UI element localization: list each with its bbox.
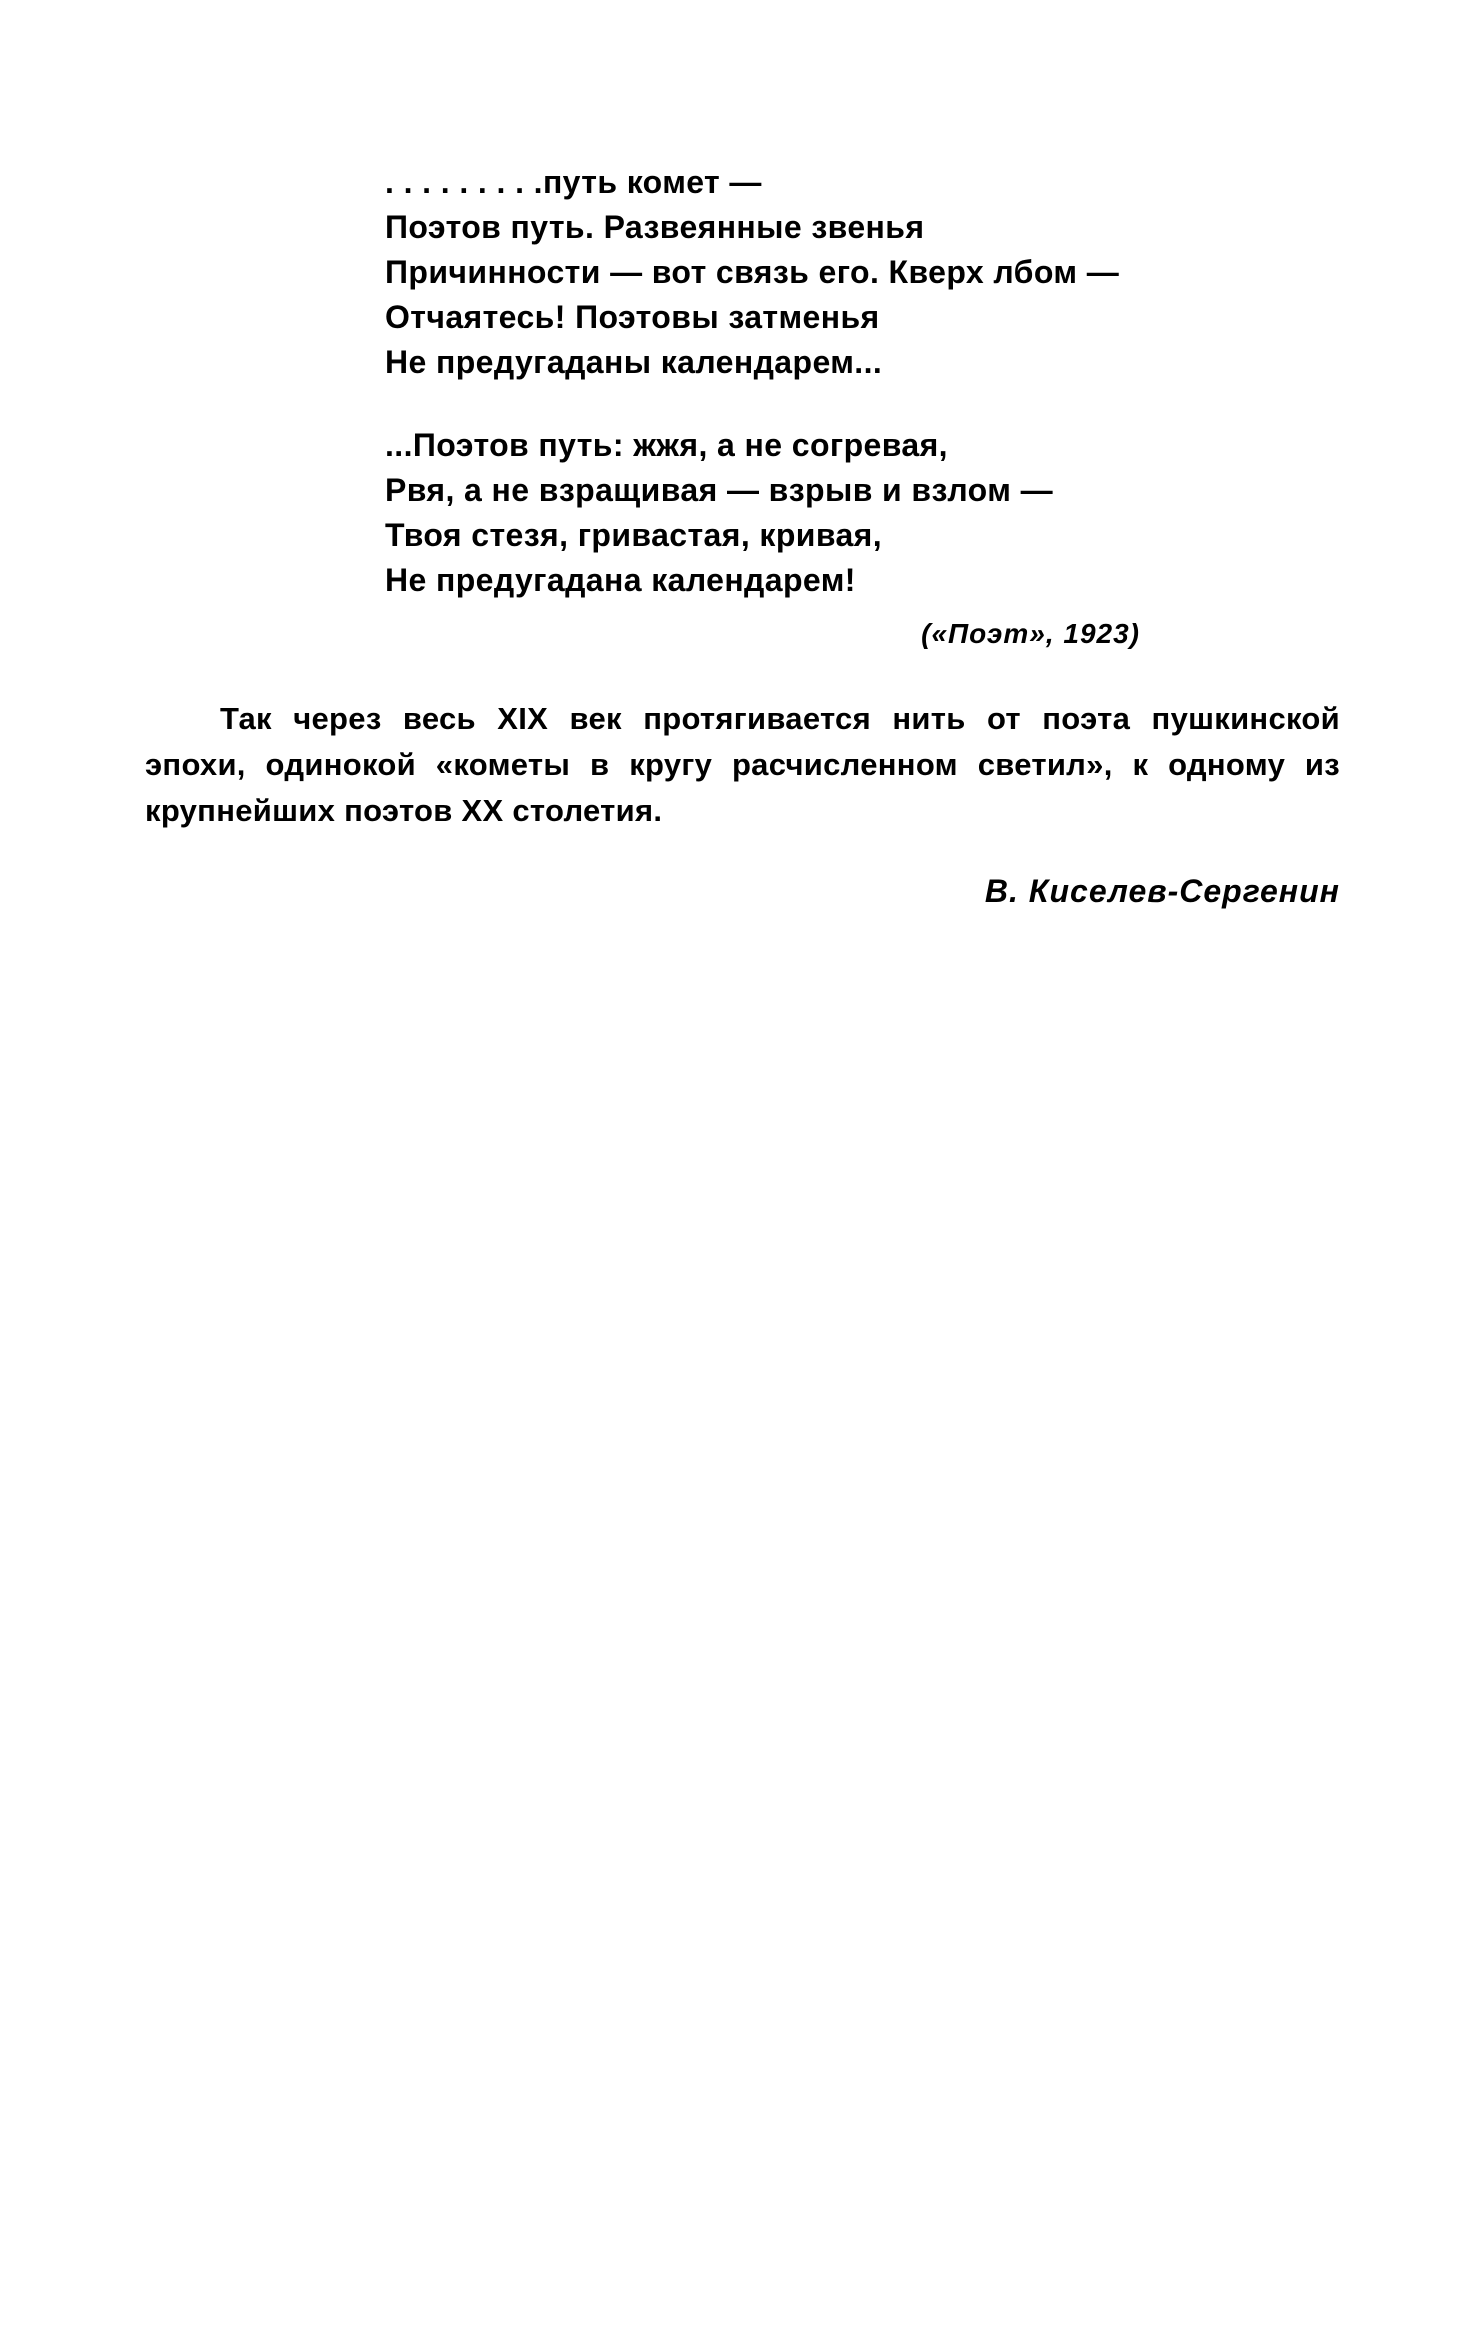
body-paragraph [145,696,1340,834]
paragraph-line: Так через весь XIX век протягивается нить от поэта пушкинской [220,701,1340,736]
poem-line: Отчаятесь! Поэтовы затменья [385,299,880,335]
poem-line: . . . . . . . . .путь комет — [385,164,762,200]
poem-line: Твоя стезя, гривастая, кривая, [385,517,883,553]
poem-line: Причинности — вот связь его. Кверх лбом — [385,254,1120,290]
poem-line: Не предугадана календарем! [385,562,856,598]
poem-source-citation: («Поэт», 1923) [921,618,1140,649]
author-signature: В. Киселев-Сергенин [984,873,1340,909]
poem-line: ...Поэтов путь: жжя, а не согревая, [385,427,948,463]
poem-line: Поэтов путь. Развеянные звенья [385,209,925,245]
paragraph-line: эпохи, одинокой «кометы в кругу расчисленном светил», к одному из [145,747,1340,782]
poem-stanza-1 [385,160,1145,385]
poem-stanza-2 [385,423,1145,603]
poem-quote [385,160,1145,641]
poem-line: Рвя, а не взращивая — взрыв и взлом — [385,472,1053,508]
poem-line: Не предугаданы календарем... [385,344,883,380]
paragraph-line: крупнейших поэтов XX столетия. [145,793,663,828]
